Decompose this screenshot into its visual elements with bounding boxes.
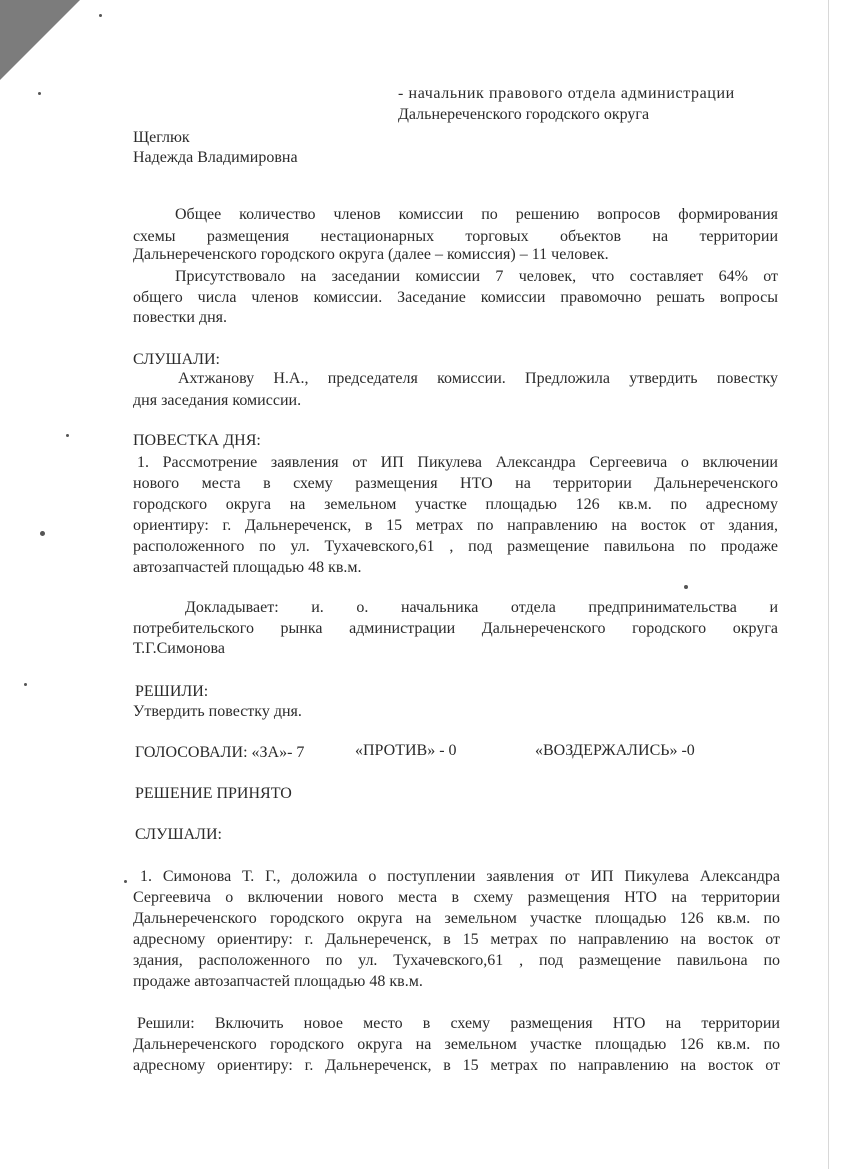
decision-accepted: РЕШЕНИЕ ПРИНЯТО xyxy=(135,785,292,802)
heard-1-line-1: Ахтжанову Н.А., председателя комиссии. Предложила утвердить повестку xyxy=(178,370,778,387)
folded-corner xyxy=(0,0,80,80)
decision-heading-1: РЕШИЛИ: xyxy=(135,683,209,700)
agenda-heading: ПОВЕСТКА ДНЯ: xyxy=(133,432,261,449)
heard-2-line-1: 1. Симонова Т. Г., доложила о поступлении заявления от ИП Пикулева Александра xyxy=(140,868,780,885)
heard-1-line-2: дня заседания комиссии. xyxy=(133,392,302,409)
members-line-2: схемы размещения нестационарных торговых объектов на территории xyxy=(133,228,778,245)
scan-speck xyxy=(40,531,45,536)
vote-against: «ПРОТИВ» - 0 xyxy=(355,742,457,759)
heard-2-line-3: Дальнереченского городского округа на земельном участке площадью 126 кв.м. по xyxy=(133,910,780,927)
vote-abstained: «ВОЗДЕРЖАЛИСЬ» -0 xyxy=(535,742,695,759)
decision-1-text: Утвердить повестку дня. xyxy=(133,703,302,720)
scan-speck xyxy=(66,434,69,437)
position-line-1: - начальник правового отдела администрации xyxy=(398,85,735,102)
decision-2-line-3: адресному ориентиру: г. Дальнереченск, в 15 метрах по направлению на восток от xyxy=(133,1057,780,1074)
scan-speck xyxy=(99,14,102,17)
agenda-line-5: расположенного по ул. Тухачевского,61 , под размещение павильона по продаже xyxy=(133,538,778,555)
agenda-line-6: автозапчастей площадью 48 кв.м. xyxy=(133,559,362,576)
heard-heading-1: СЛУШАЛИ: xyxy=(133,351,220,368)
decision-2-line-1: Решили: Включить новое место в схему размещения НТО на территории xyxy=(137,1015,780,1032)
full-name: Надежда Владимировна xyxy=(133,149,298,166)
heard-2-line-5: здания, расположенного по ул. Тухачевского,61 , под размещение павильона по xyxy=(133,952,780,969)
attendance-line-1: Присутствовало на заседании комиссии 7 человек, что составляет 64% от xyxy=(175,268,778,285)
agenda-line-2: нового места в схему размещения НТО на территории Дальнереченского xyxy=(133,475,778,492)
scan-speck xyxy=(124,880,127,883)
members-line-1: Общее количество членов комиссии по решению вопросов формирования xyxy=(175,206,778,223)
position-line-2: Дальнереченского городского округа xyxy=(398,106,650,123)
scan-speck xyxy=(38,92,41,95)
heard-2-line-6: продаже автозапчастей площадью 48 кв.м. xyxy=(133,973,423,990)
page-edge xyxy=(828,0,829,1169)
decision-2-line-2: Дальнереченского городского округа на земельном участке площадью 126 кв.м. по xyxy=(133,1036,780,1053)
heard-2-line-4: адресному ориентиру: г. Дальнереченск, в 15 метрах по направлению на восток от xyxy=(133,931,780,948)
scan-speck xyxy=(684,585,688,589)
heard-2-line-2: Сергеевича о включении нового места в схему размещения НТО на территории xyxy=(133,889,780,906)
vote-for: ГОЛОСОВАЛИ: «ЗА»- 7 xyxy=(135,744,305,761)
surname: Щеглюк xyxy=(133,129,190,146)
scan-speck xyxy=(24,683,27,686)
agenda-line-3: городского округа на земельном участке площадью 126 кв.м. по адресному xyxy=(133,496,778,513)
attendance-line-3: повестки дня. xyxy=(133,309,228,326)
heard-heading-2: СЛУШАЛИ: xyxy=(135,826,222,843)
attendance-line-2: общего числа членов комиссии. Заседание комиссии правомочно решать вопросы xyxy=(133,289,778,306)
reporter-line-1: Докладывает: и. о. начальника отдела предпринимательства и xyxy=(185,599,778,616)
reporter-line-2: потребительского рынка администрации Дальнереченского городского округа xyxy=(133,620,778,637)
agenda-line-1: 1. Рассмотрение заявления от ИП Пикулева Александра Сергеевича о включении xyxy=(137,454,778,471)
agenda-line-4: ориентиру: г. Дальнереченск, в 15 метрах по направлению на восток от здания, xyxy=(133,517,778,534)
members-line-3: Дальнереченского городского округа (далее – комиссия) – 11 человек. xyxy=(133,246,609,263)
reporter-line-3: Т.Г.Симонова xyxy=(133,640,225,657)
